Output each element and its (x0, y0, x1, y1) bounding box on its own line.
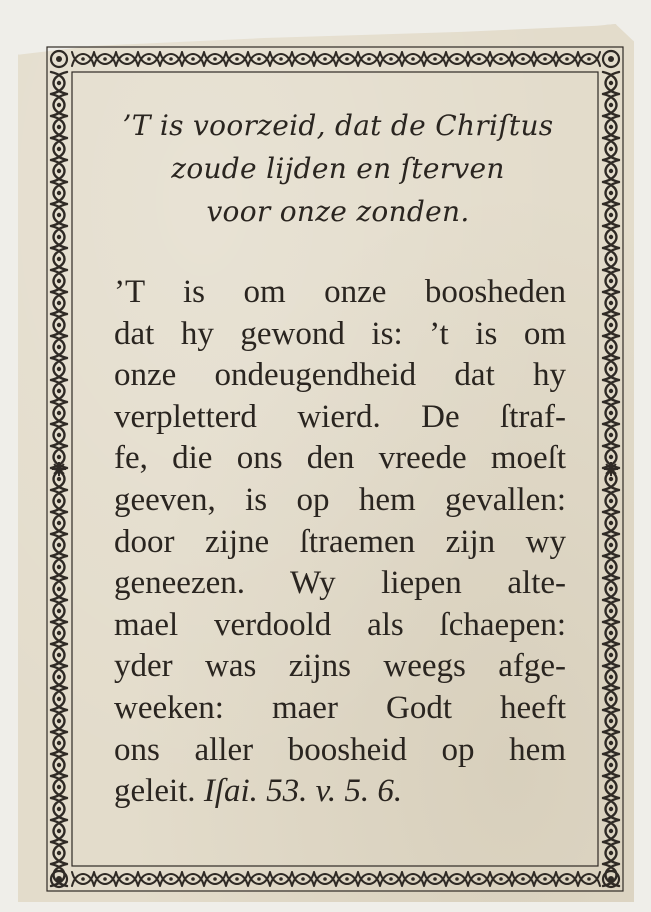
heading-line: ’T is voorzeid, dat de Chriſtus (122, 109, 554, 142)
text-line: geneezen. Wy liepen alte- (114, 565, 566, 602)
text-line: fe, die ons den vreede moeſt (114, 440, 566, 477)
heading-line: voor onze zonden. (206, 195, 470, 228)
heading (88, 104, 588, 233)
text-line: yder was zijns weegs afge- (114, 648, 566, 685)
text-line: weeken: maer Godt heeft (114, 689, 566, 726)
text-line: verpletterd wierd. De ſtraf- (114, 398, 566, 435)
text-line: dat hy gewond is: ’t is om (114, 315, 566, 352)
text-line: door zijne ſtraemen zijn wy (114, 523, 566, 560)
text-line: onze ondeugendheid dat hy (114, 357, 566, 394)
scripture-text (114, 272, 566, 813)
text-line: geeven, is op hem gevallen: (114, 481, 566, 518)
last-line-text: geleit. (114, 773, 196, 810)
text-line: ’T is om onze boosheden (114, 274, 566, 310)
text-line: ons aller boosheid op hem (114, 731, 566, 768)
bible-reference: Iſai. 53. v. 5. 6. (203, 773, 403, 810)
heading-line: zoude lijden en ſterven (171, 152, 505, 185)
text-line-last (114, 771, 566, 813)
text-line: mael verdoold als ſchaepen: (114, 606, 566, 643)
